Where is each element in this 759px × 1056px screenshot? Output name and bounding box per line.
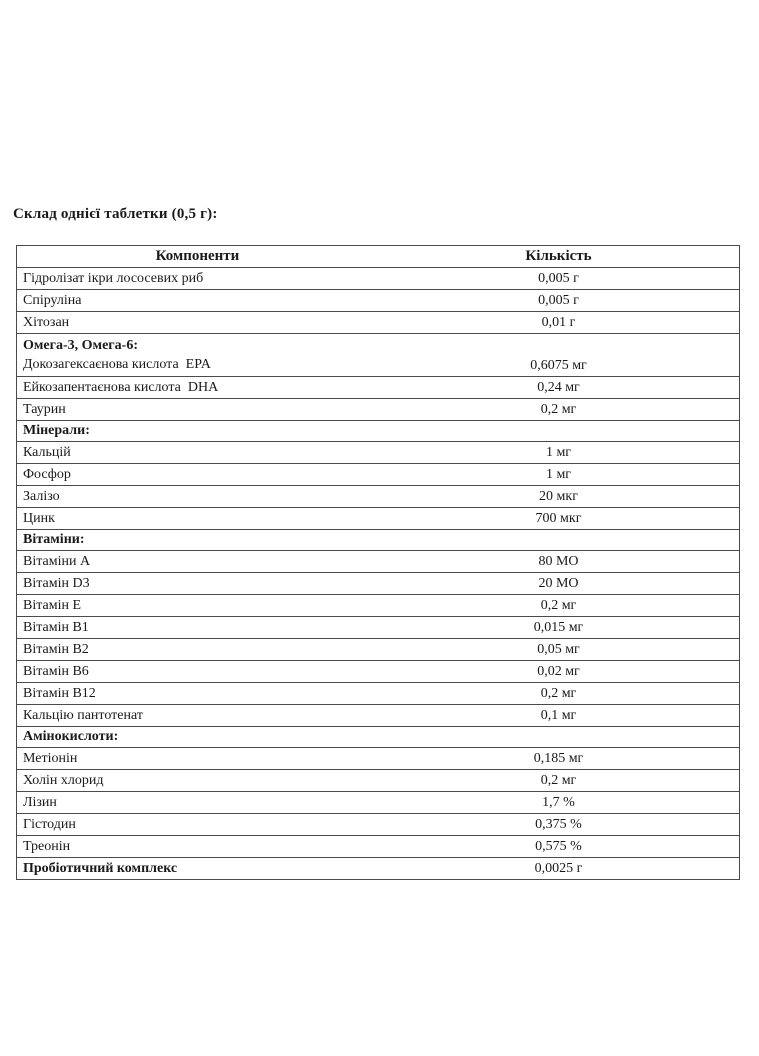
composition-table-body bbox=[17, 268, 740, 880]
table-row bbox=[17, 268, 740, 290]
component-name-cell: Кальцій bbox=[17, 442, 379, 464]
column-header-components: Компоненти bbox=[17, 246, 379, 268]
quantity-cell: 0,005 г bbox=[378, 268, 740, 290]
component-name-cell: Вітаміни А bbox=[17, 551, 379, 573]
component-name-cell: Вітамін В6 bbox=[17, 661, 379, 683]
quantity-cell: 1,7 % bbox=[378, 792, 740, 814]
component-name-cell: Спіруліна bbox=[17, 290, 379, 312]
table-row bbox=[17, 508, 740, 530]
quantity-cell: 0,2 мг bbox=[378, 770, 740, 792]
quantity-cell: 0,1 мг bbox=[378, 705, 740, 727]
table-row bbox=[17, 683, 740, 705]
table-row bbox=[17, 421, 740, 442]
component-name-cell: Цинк bbox=[17, 508, 379, 530]
quantity-cell: 700 мкг bbox=[378, 508, 740, 530]
table-row bbox=[17, 705, 740, 727]
table-row bbox=[17, 858, 740, 880]
quantity-cell: 0,575 % bbox=[378, 836, 740, 858]
table-row bbox=[17, 442, 740, 464]
quantity-cell: 0,24 мг bbox=[378, 377, 740, 399]
quantity-cell: 0,2 мг bbox=[378, 683, 740, 705]
table-row bbox=[17, 377, 740, 399]
quantity-cell: 0,005 г bbox=[378, 290, 740, 312]
component-name-cell: Таурин bbox=[17, 399, 379, 421]
quantity-cell: 0,2 мг bbox=[378, 399, 740, 421]
quantity-cell: 0,02 мг bbox=[378, 661, 740, 683]
component-name-cell bbox=[17, 334, 379, 377]
component-name-cell: Гістодин bbox=[17, 814, 379, 836]
component-name-cell: Треонін bbox=[17, 836, 379, 858]
component-name-cell: Залізо bbox=[17, 486, 379, 508]
section-header-cell: Мінерали: bbox=[17, 421, 740, 442]
quantity-cell: 0,01 г bbox=[378, 312, 740, 334]
quantity-cell: 20 МО bbox=[378, 573, 740, 595]
component-name-cell: Кальцію пантотенат bbox=[17, 705, 379, 727]
component-name-cell: Лізин bbox=[17, 792, 379, 814]
column-header-quantity: Кількість bbox=[378, 246, 740, 268]
section-header-cell: Амінокислоти: bbox=[17, 727, 740, 748]
component-name-cell: Вітамін В12 bbox=[17, 683, 379, 705]
table-row bbox=[17, 486, 740, 508]
table-row bbox=[17, 661, 740, 683]
table-row bbox=[17, 290, 740, 312]
component-name-cell: Хітозан bbox=[17, 312, 379, 334]
quantity-cell: 0,6075 мг bbox=[378, 334, 740, 377]
quantity-cell: 20 мкг bbox=[378, 486, 740, 508]
quantity-cell: 0,0025 г bbox=[378, 858, 740, 880]
table-row bbox=[17, 792, 740, 814]
component-name-cell: Вітамін Е bbox=[17, 595, 379, 617]
component-name-cell: Метіонін bbox=[17, 748, 379, 770]
component-name-cell: Вітамін В2 bbox=[17, 639, 379, 661]
section-header-label: Омега-3, Омега-6: bbox=[23, 338, 138, 353]
table-row bbox=[17, 595, 740, 617]
component-name-cell: Ейкозапентаєнова кислота DHA bbox=[17, 377, 379, 399]
quantity-cell: 80 МО bbox=[378, 551, 740, 573]
quantity-cell: 0,185 мг bbox=[378, 748, 740, 770]
composition-table bbox=[16, 245, 740, 880]
table-row bbox=[17, 464, 740, 486]
quantity-cell: 1 мг bbox=[378, 464, 740, 486]
component-name-cell: Пробіотичний комплекс bbox=[17, 858, 379, 880]
table-row bbox=[17, 770, 740, 792]
page-title: Склад однієї таблетки (0,5 г): bbox=[13, 206, 218, 222]
table-row bbox=[17, 617, 740, 639]
table-row bbox=[17, 551, 740, 573]
table-row bbox=[17, 312, 740, 334]
component-name-cell: Вітамін D3 bbox=[17, 573, 379, 595]
table-header-row bbox=[17, 246, 740, 268]
component-name-label: Докозагексаєнова кислота EPA bbox=[23, 357, 211, 372]
table-row bbox=[17, 727, 740, 748]
table-row bbox=[17, 836, 740, 858]
section-header-cell: Вітаміни: bbox=[17, 530, 740, 551]
quantity-cell: 0,375 % bbox=[378, 814, 740, 836]
table-row bbox=[17, 814, 740, 836]
quantity-cell: 0,05 мг bbox=[378, 639, 740, 661]
table-row bbox=[17, 530, 740, 551]
component-name-cell: Вітамін В1 bbox=[17, 617, 379, 639]
quantity-cell: 1 мг bbox=[378, 442, 740, 464]
table-row bbox=[17, 639, 740, 661]
table-row bbox=[17, 573, 740, 595]
quantity-cell: 0,2 мг bbox=[378, 595, 740, 617]
table-row bbox=[17, 399, 740, 421]
table-row bbox=[17, 748, 740, 770]
component-name-cell: Холін хлорид bbox=[17, 770, 379, 792]
component-name-cell: Гідролізат ікри лососевих риб bbox=[17, 268, 379, 290]
component-name-cell: Фосфор bbox=[17, 464, 379, 486]
table-row bbox=[17, 334, 740, 377]
quantity-cell: 0,015 мг bbox=[378, 617, 740, 639]
